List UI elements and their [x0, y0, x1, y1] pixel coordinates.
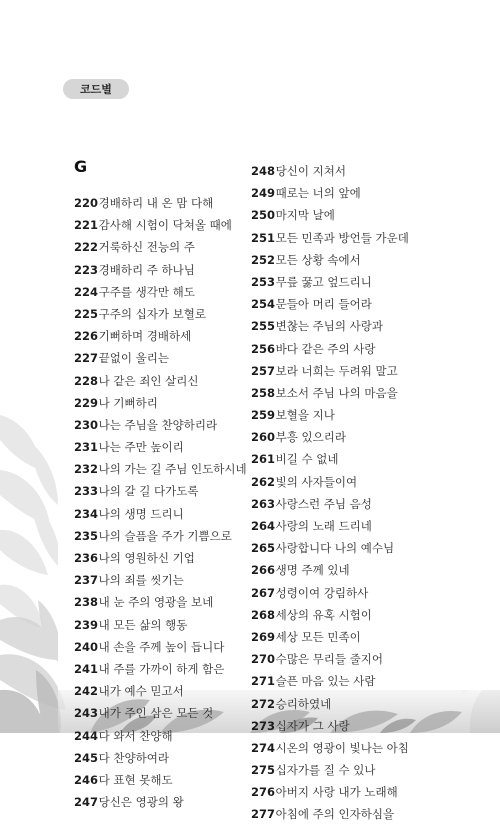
song-title: 수많은 무리들 줄지어	[275, 652, 383, 667]
index-entry	[251, 160, 409, 182]
song-number: 262	[251, 474, 276, 489]
song-number: 271	[251, 674, 276, 689]
song-number: 234	[74, 506, 99, 521]
song-number: 237	[74, 573, 99, 588]
index-entry	[251, 471, 409, 493]
song-number: 253	[251, 274, 276, 289]
song-title: 문들아 머리 들어라	[275, 297, 372, 312]
song-title: 마지막 날에	[275, 208, 335, 223]
song-number: 266	[251, 563, 276, 578]
song-number: 258	[251, 385, 276, 400]
song-title: 보혈을 지나	[275, 408, 335, 423]
song-number: 257	[251, 363, 276, 378]
index-entry	[74, 259, 247, 281]
song-title: 아침에 주의 인자하심을	[275, 807, 395, 822]
song-number: 259	[251, 408, 276, 423]
song-title: 거룩하신 전능의 주	[98, 240, 195, 255]
song-number: 223	[74, 262, 99, 277]
song-number: 274	[251, 740, 276, 755]
song-number: 276	[251, 785, 276, 800]
song-number: 275	[251, 763, 276, 778]
index-entry	[74, 680, 247, 702]
song-title: 내 손을 주께 높이 듭니다	[98, 639, 225, 654]
song-title: 생명 주께 있네	[275, 563, 350, 578]
song-number: 232	[74, 462, 99, 477]
song-number: 231	[74, 440, 99, 455]
song-title: 내 눈 주의 영광을 보네	[98, 595, 214, 610]
index-entry	[251, 426, 409, 448]
index-entry	[74, 325, 247, 347]
index-entry	[251, 271, 409, 293]
index-entry	[251, 737, 409, 759]
song-number: 260	[251, 430, 276, 445]
song-number: 252	[251, 252, 276, 267]
song-title: 경배하리 주 하나님	[98, 262, 195, 277]
index-entry	[251, 204, 409, 226]
index-entry	[74, 658, 247, 680]
index-entry	[251, 582, 409, 604]
index-entry	[74, 414, 247, 436]
song-title: 부흥 있으리라	[275, 430, 346, 445]
index-entry	[251, 670, 409, 692]
song-number: 227	[74, 351, 99, 366]
song-title: 모든 민족과 방언들 가운데	[275, 230, 409, 245]
index-entry	[251, 559, 409, 581]
song-title: 시온의 영광이 빛나는 아침	[275, 740, 409, 755]
song-number: 256	[251, 341, 276, 356]
song-number: 261	[251, 452, 276, 467]
song-title: 끝없이 울리는	[98, 351, 169, 366]
song-number: 242	[74, 684, 99, 699]
song-number: 269	[251, 629, 276, 644]
song-title: 빛의 사자들이여	[275, 474, 358, 489]
song-title: 사랑스런 주님 음성	[275, 496, 372, 511]
song-number: 247	[74, 795, 99, 810]
index-entry	[251, 293, 409, 315]
song-number: 250	[251, 208, 276, 223]
song-number: 264	[251, 519, 276, 533]
song-title: 나의 생명 드리니	[98, 506, 184, 521]
index-entry	[251, 338, 409, 360]
index-entry	[251, 604, 409, 626]
index-entry	[74, 192, 247, 214]
song-title: 나는 주님을 찬양하리라	[98, 417, 218, 432]
song-number: 236	[74, 551, 99, 565]
song-title: 나 같은 죄인 살리신	[98, 373, 199, 388]
index-entry	[74, 614, 247, 636]
song-title: 아버지 사랑 내가 노래해	[275, 785, 398, 800]
index-entry	[251, 537, 409, 559]
index-entry	[251, 493, 409, 515]
song-title: 나는 주만 높이리	[98, 440, 184, 455]
song-number: 221	[74, 218, 99, 233]
song-number: 268	[251, 607, 276, 622]
index-entry	[251, 315, 409, 337]
song-number: 244	[74, 728, 99, 743]
song-title: 세상의 유혹 시험이	[275, 607, 372, 622]
index-entry	[74, 370, 247, 392]
index-entry	[74, 303, 247, 325]
song-title: 다 와서 찬양해	[98, 728, 173, 743]
song-number: 265	[251, 541, 276, 556]
song-number: 273	[251, 718, 276, 733]
song-title: 구주의 십자가 보혈로	[98, 306, 206, 321]
song-title: 보소서 주님 나의 마음을	[275, 385, 398, 400]
index-entry	[74, 480, 247, 502]
song-title: 때로는 너의 앞에	[275, 186, 361, 201]
song-title: 나의 슬픔을 주가 기쁨으로	[98, 528, 232, 543]
song-title: 다 표현 못해도	[98, 772, 173, 787]
song-title: 모든 상황 속에서	[275, 252, 361, 267]
index-entry	[74, 747, 247, 769]
song-title: 내가 주인 삼은 모든 것	[98, 706, 214, 721]
song-number: 249	[251, 186, 276, 201]
song-title: 내가 예수 믿고서	[98, 684, 184, 699]
index-entry	[251, 759, 409, 781]
song-number: 228	[74, 373, 99, 388]
song-title: 기뻐하며 경배하세	[98, 329, 192, 344]
index-entry	[74, 503, 247, 525]
song-number: 239	[74, 617, 99, 632]
index-entry	[251, 249, 409, 271]
index-entry	[251, 404, 409, 426]
song-number: 224	[74, 284, 99, 299]
index-entry	[74, 214, 247, 236]
index-entry	[251, 227, 409, 249]
song-title: 나의 영원하신 기업	[98, 551, 195, 565]
index-entry	[74, 547, 247, 569]
song-number: 238	[74, 595, 99, 610]
song-number: 277	[251, 807, 276, 822]
index-entry	[74, 236, 247, 258]
index-entry	[74, 636, 247, 658]
song-number: 230	[74, 417, 99, 432]
index-entry	[251, 781, 409, 803]
category-badge: 코드별	[63, 79, 129, 99]
song-number: 267	[251, 585, 276, 600]
index-entry	[74, 725, 247, 747]
song-number: 248	[251, 164, 276, 178]
song-title: 당신은 영광의 왕	[98, 795, 184, 810]
index-entry	[251, 803, 409, 825]
song-title: 무릎 꿇고 엎드리니	[275, 274, 372, 289]
song-number: 270	[251, 652, 276, 667]
song-title: 세상 모든 민족이	[275, 629, 361, 644]
index-entry	[74, 769, 247, 791]
index-entry	[74, 702, 247, 724]
index-entry	[74, 281, 247, 303]
index-entry	[251, 360, 409, 382]
song-title: 보라 너희는 두려워 말고	[275, 363, 398, 378]
index-entry	[251, 715, 409, 737]
index-entry	[251, 626, 409, 648]
song-title: 내 주를 가까이 하게 함은	[98, 661, 225, 676]
index-entry	[74, 591, 247, 613]
index-entry	[74, 458, 247, 480]
song-title: 십자가를 질 수 있나	[275, 763, 376, 778]
song-title: 성령이여 강림하사	[275, 585, 369, 600]
song-number: 243	[74, 706, 99, 721]
song-title: 나의 가는 길 주님 인도하시네	[98, 462, 247, 477]
index-entry	[74, 569, 247, 591]
index-entry	[74, 436, 247, 458]
song-number: 246	[74, 772, 99, 787]
song-title: 당신이 지쳐서	[275, 164, 346, 178]
song-number: 229	[74, 395, 99, 410]
index-entry	[251, 515, 409, 537]
song-number: 255	[251, 319, 276, 334]
song-title: 내 모든 삶의 행동	[98, 617, 188, 632]
index-entry	[251, 448, 409, 470]
song-number: 263	[251, 496, 276, 511]
index-entry	[74, 347, 247, 369]
song-title: 슬픈 마음 있는 사람	[275, 674, 376, 689]
song-title: 경배하리 내 온 맘 다해	[98, 196, 214, 210]
section-letter: G	[74, 157, 88, 176]
index-entry	[74, 392, 247, 414]
song-number: 235	[74, 528, 99, 543]
song-number: 226	[74, 329, 99, 344]
song-number: 241	[74, 661, 99, 676]
song-title: 나 기뻐하리	[98, 395, 158, 410]
song-number: 222	[74, 240, 99, 255]
index-entry	[74, 525, 247, 547]
song-title: 변찮는 주님의 사랑과	[275, 319, 383, 334]
index-entry	[251, 182, 409, 204]
index-entry	[74, 791, 247, 813]
song-number: 225	[74, 306, 99, 321]
song-title: 나의 갈 길 다가도록	[98, 484, 199, 499]
song-title: 십자가 그 사랑	[275, 718, 350, 733]
song-number: 245	[74, 750, 99, 765]
song-title: 사랑의 노래 드리네	[275, 519, 372, 533]
song-number: 272	[251, 696, 276, 711]
song-title: 다 찬양하여라	[98, 750, 169, 765]
song-title: 바다 같은 주의 사랑	[275, 341, 376, 356]
song-number: 251	[251, 230, 276, 245]
song-title: 사랑합니다 나의 예수님	[275, 541, 395, 556]
song-number: 220	[74, 196, 99, 210]
index-entry	[251, 693, 409, 715]
song-title: 비길 수 없네	[275, 452, 339, 467]
index-entry	[251, 648, 409, 670]
song-title: 구주를 생각만 해도	[98, 284, 195, 299]
index-right-column	[251, 160, 409, 826]
song-number: 254	[251, 297, 276, 312]
index-entry	[251, 382, 409, 404]
song-number: 233	[74, 484, 99, 499]
song-title: 나의 죄를 씻기는	[98, 573, 184, 588]
song-number: 240	[74, 639, 99, 654]
song-title: 승리하였네	[275, 696, 332, 711]
index-left-column	[74, 192, 247, 813]
song-title: 감사해 시험이 닥쳐올 때에	[98, 218, 232, 233]
